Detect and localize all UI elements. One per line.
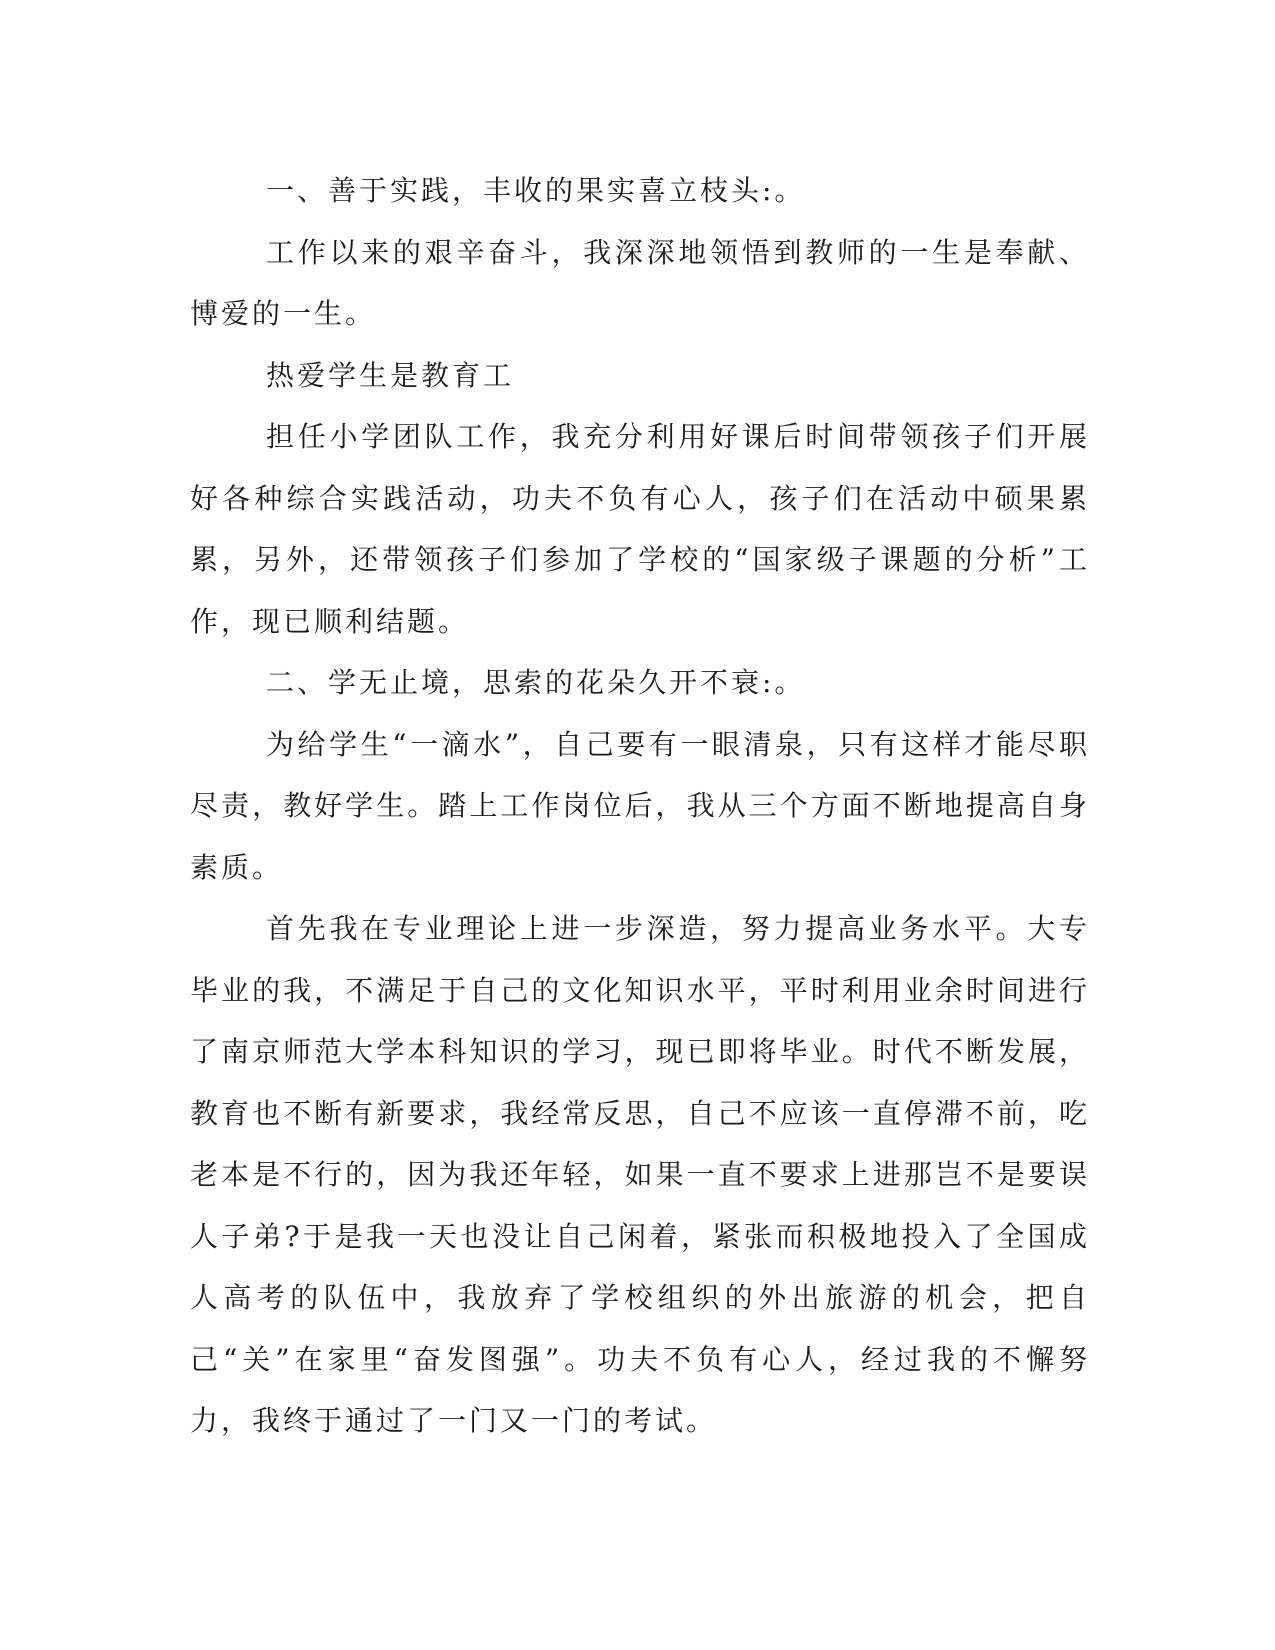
document-body	[190, 160, 1090, 1452]
paragraph-clear-spring: 为给学生“一滴水”，自己要有一眼清泉，只有这样才能尽职尽责，教好学生。踏上工作岗位后，我从三个方面不断地提高自身素质。	[190, 727, 1090, 884]
paragraph-heading-learning: 二、学无止境，思索的花朵久开不衰:。	[266, 666, 806, 699]
paragraph-team-work: 担任小学团队工作，我充分利用好课后时间带领孩子们开展好各种综合实践活动，功夫不负有心人，孩子们在活动中硕果累累，另外，还带领孩子们参加了学校的“国家级子课题的分析”工作，现已顺利结题。	[190, 420, 1090, 638]
paragraph-further-study: 首先我在专业理论上进一步深造，努力提高业务水平。大专毕业的我，不满足于自己的文化知识水平，平时利用业余时间进行了南京师范大学本科知识的学习，现已即将毕业。时代不断发展，教育也不断有新要求，我经常反思，自己不应该一直停滞不前，吃老本是不行的，因为我还年轻，如果一直不要求上进那岂不是要误人子弟?于是我一天也没让自己闲着，紧张而积极地投入了全国成人高考的队伍中，我放弃了学校组织的外出旅游的机会，把自己“关”在家里“奋发图强”。功夫不负有心人，经过我的不懈努力，我终于通过了一门又一门的考试。	[190, 912, 1090, 1437]
paragraph-dedication: 工作以来的艰辛奋斗，我深深地领悟到教师的一生是奉献、博爱的一生。	[190, 235, 1090, 330]
paragraph-love-students: 热爱学生是教育工	[266, 358, 515, 392]
paragraph-heading-practice: 一、善于实践，丰收的果实喜立枝头:。	[266, 174, 806, 207]
